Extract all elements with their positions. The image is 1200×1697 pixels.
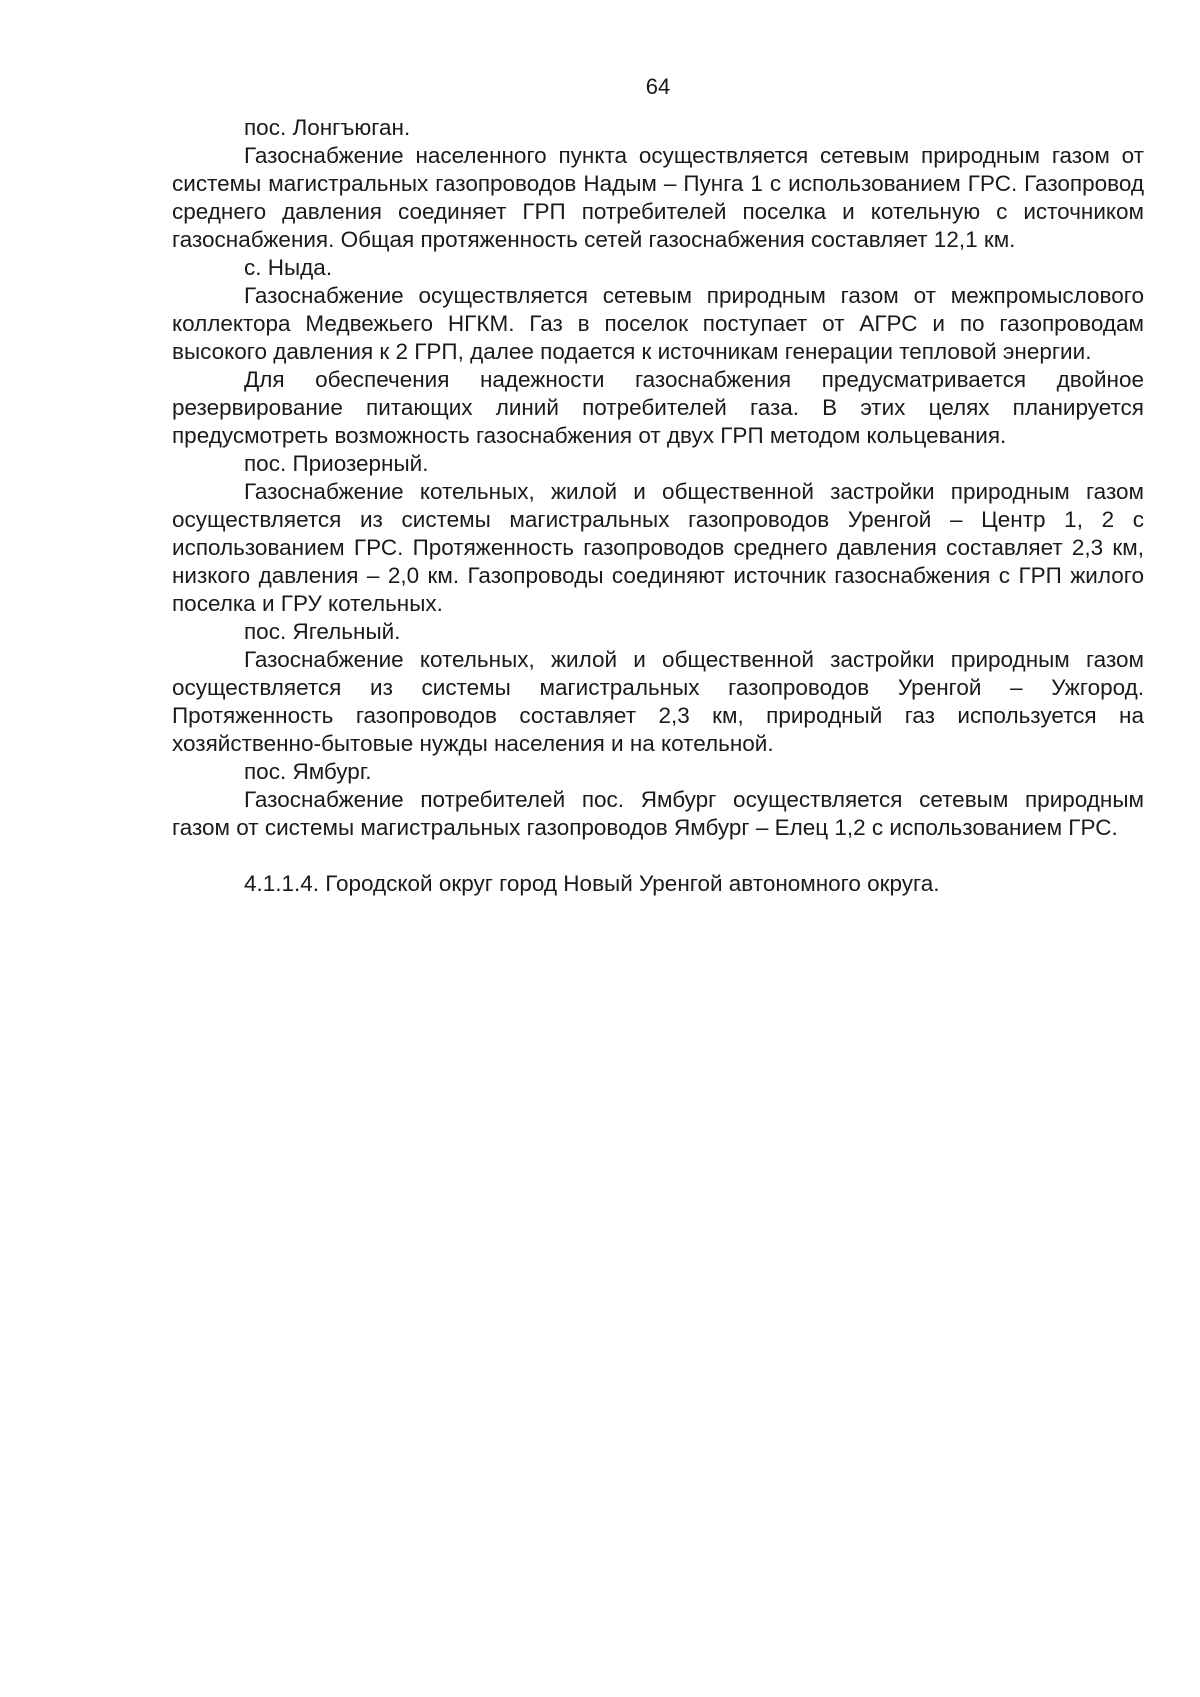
settlement-heading-nyda: с. Ныда. <box>244 255 333 280</box>
paragraph-longyugan-gas-supply: Газоснабжение населенного пункта осуществляется сетевым природным газом от системы магистральных газопроводов Надым – Пунга 1 с использованием ГРС. Газопровод среднего давления соединяет ГРП потребителей поселка и котельную с источником газоснабжения. Общая протяженность сетей газоснабжения составляет 12,1 км. <box>172 143 1144 252</box>
settlement-heading-priozerny: пос. Приозерный. <box>244 451 429 476</box>
document-body <box>172 114 1144 898</box>
page-number: 64 <box>645 74 671 99</box>
paragraph-priozerny-gas-supply: Газоснабжение котельных, жилой и общественной застройки природным газом осуществляется из системы магистральных газопроводов Уренгой – Центр 1, 2 с использованием ГРС. Протяженность газопроводов среднего давления составляет 2,3 км, низкого давления – 2,0 км. Газопроводы соединяют источник газоснабжения с ГРП жилого поселка и ГРУ котельных. <box>172 479 1144 616</box>
paragraph-yamburg-gas-supply: Газоснабжение потребителей пос. Ямбург осуществляется сетевым природным газом от системы магистральных газопроводов Ямбург – Елец 1,2 с использованием ГРС. <box>172 787 1144 840</box>
settlement-heading-yamburg: пос. Ямбург. <box>244 759 372 784</box>
paragraph-nyda-reliability: Для обеспечения надежности газоснабжения предусматривается двойное резервирование питающих линий потребителей газа. В этих целях планируется предусмотреть возможность газоснабжения от двух ГРП методом кольцевания. <box>172 367 1144 448</box>
section-heading: 4.1.1.4. Городской округ город Новый Уренгой автономного округа. <box>244 871 940 896</box>
section-spacer <box>172 842 1144 870</box>
settlement-heading-yagelny: пос. Ягельный. <box>244 619 401 644</box>
paragraph-nyda-gas-supply: Газоснабжение осуществляется сетевым природным газом от межпромыслового коллектора Медвежьего НГКМ. Газ в поселок поступает от АГРС и по газопроводам высокого давления к 2 ГРП, далее подается к источникам генерации тепловой энергии. <box>172 283 1144 364</box>
paragraph-yagelny-gas-supply: Газоснабжение котельных, жилой и общественной застройки природным газом осуществляется из системы магистральных газопроводов Уренгой – Ужгород. Протяженность газопроводов составляет 2,3 км, природный газ используется на хозяйственно-бытовые нужды населения и на котельной. <box>172 647 1144 756</box>
settlement-heading-longyugan: пос. Лонгъюган. <box>244 115 411 140</box>
